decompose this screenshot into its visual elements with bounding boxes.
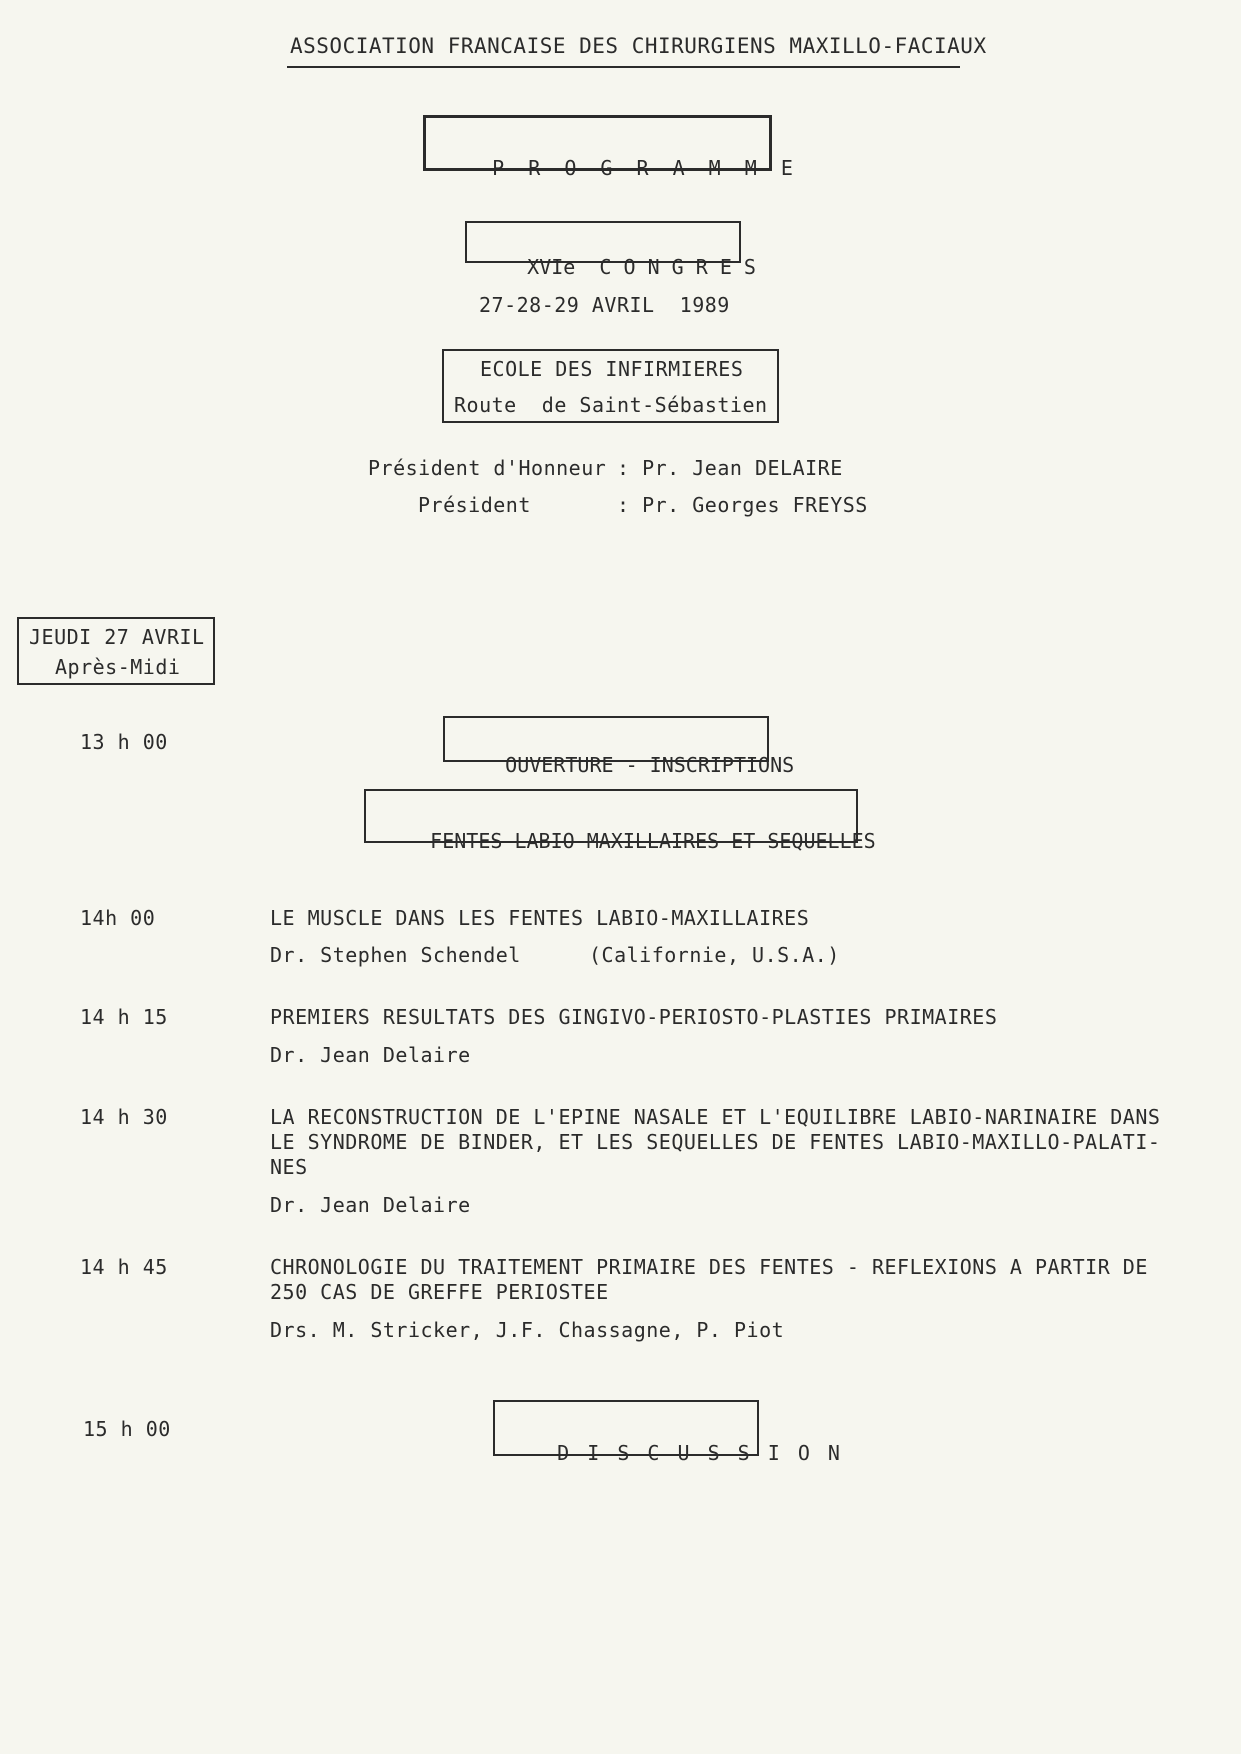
day-box — [17, 617, 215, 685]
programme-title: P R O G R A M M E — [492, 156, 799, 180]
header-underline — [287, 66, 960, 68]
programme-title-box — [423, 115, 799, 180]
discussion-title: D I S C U S S I O N — [557, 1441, 843, 1465]
day-line-1: JEUDI 27 AVRIL — [29, 625, 205, 649]
session-title: LE SYNDROME DE BINDER, ET LES SEQUELLES DE FENTES LABIO-MAXILLO-PALATI- — [270, 1130, 1161, 1154]
session-title: LE MUSCLE DANS LES FENTES LABIO-MAXILLAIRES — [270, 906, 810, 930]
opening-time: 13 h 00 — [80, 730, 168, 754]
opening-box — [443, 716, 795, 777]
congres-box — [465, 221, 756, 279]
session-title: CHRONOLOGIE DU TRAITEMENT PRIMAIRE DES FENTES - REFLEXIONS A PARTIR DE — [270, 1255, 1148, 1279]
session-time: 14 h 30 — [80, 1105, 168, 1129]
theme-box — [364, 789, 876, 853]
theme-title: FENTES LABIO-MAXILLAIRES ET SEQUELLES — [430, 829, 876, 853]
venue-line-2: Route de Saint-Sébastien — [454, 393, 768, 417]
session-authors: Dr. Stephen Schendel — [270, 943, 521, 967]
session-authors: Dr. Jean Delaire — [270, 1043, 471, 1067]
session-title: LA RECONSTRUCTION DE L'EPINE NASALE ET L'EQUILIBRE LABIO-NARINAIRE DANS — [270, 1105, 1161, 1129]
session-location: (Californie, U.S.A.) — [589, 943, 840, 967]
day-line-2: Après-Midi — [55, 655, 181, 679]
president-label: Président — [418, 493, 531, 517]
discussion-box — [493, 1400, 843, 1465]
venue-box — [442, 349, 779, 423]
congress-dates: 27-28-29 AVRIL 1989 — [479, 293, 730, 317]
session-authors: Drs. M. Stricker, J.F. Chassagne, P. Piot — [270, 1318, 785, 1342]
association-title: ASSOCIATION FRANCAISE DES CHIRURGIENS MAXILLO-FACIAUX — [290, 34, 987, 58]
session-title: NES — [270, 1155, 308, 1179]
opening-title: OUVERTURE - INSCRIPTIONS — [505, 753, 795, 777]
session-authors: Dr. Jean Delaire — [270, 1193, 471, 1217]
session-title: 250 CAS DE GREFFE PERIOSTEE — [270, 1280, 609, 1304]
session-time: 14 h 45 — [80, 1255, 168, 1279]
president-honneur-name: : Pr. Jean DELAIRE — [617, 456, 843, 480]
president-honneur-label: Président d'Honneur — [368, 456, 607, 480]
session-time: 14 h 15 — [80, 1005, 168, 1029]
discussion-time: 15 h 00 — [83, 1417, 171, 1441]
venue-line-1: ECOLE DES INFIRMIERES — [480, 357, 744, 381]
session-title: PREMIERS RESULTATS DES GINGIVO-PERIOSTO-PLASTIES PRIMAIRES — [270, 1005, 998, 1029]
session-time: 14h 00 — [80, 906, 156, 930]
president-name: : Pr. Georges FREYSS — [617, 493, 868, 517]
congres-title: XVIe C O N G R E S — [527, 255, 756, 279]
